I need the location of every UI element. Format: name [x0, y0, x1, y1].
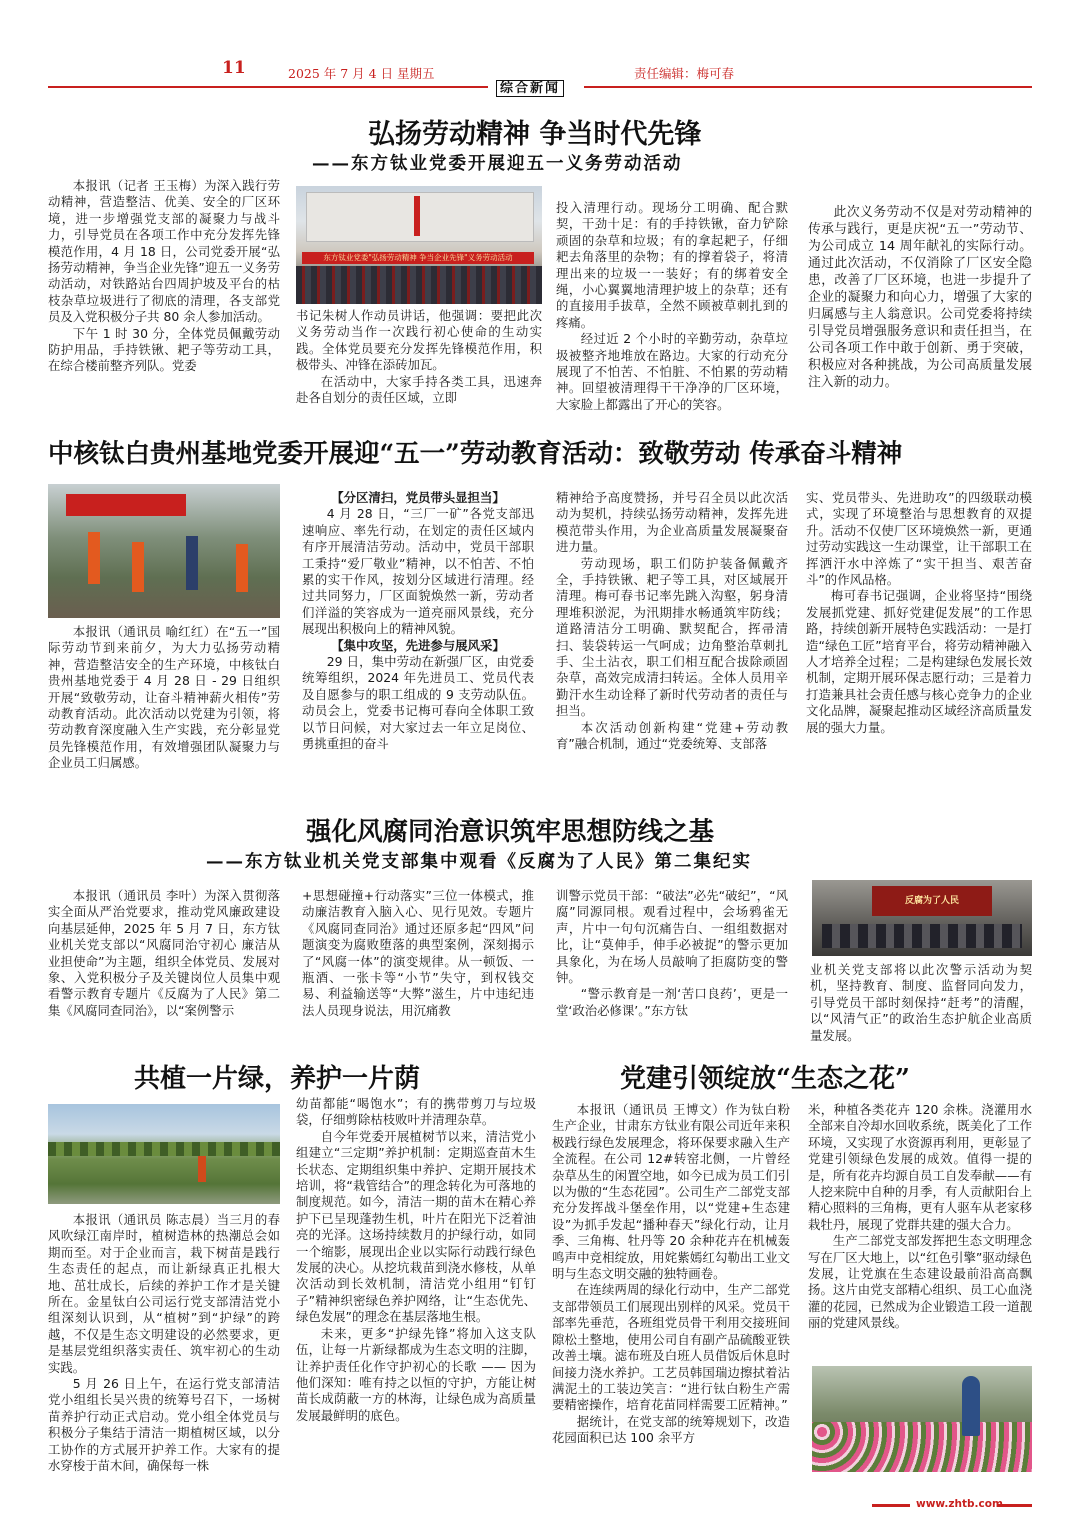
paragraph: 本报讯（通讯员 李叶）为深入贯彻落实全面从严治党要求，推动党风廉政建设向基层延伸，2025 年 5 月 7 日，东方钛业机关党支部以“风腐同治守初心 廉洁从业担使命”为主题，组织全体党员、发展对象、入党积极分子及关键岗位人员集中观看警示教育专题片《反腐为了人民》第二集《风腐同查同治》，以“案例警示 [48, 888, 280, 1018]
worker-4 [236, 544, 248, 592]
article5-title: 党建引领绽放“生态之花” [620, 1064, 910, 1094]
subheading: 【分区清扫，党员带头显担当】 [331, 490, 505, 505]
article5-col1 [552, 1102, 790, 1474]
section-title: 综合新闻 [496, 80, 564, 97]
paragraph: 投入清理行动。现场分工明确、配合默契，干劲十足：有的手持铁锹，奋力铲除顽固的杂草和垃圾；有的拿起耙子，仔细耙去角落里的杂物；有的撑着袋子，将清理出来的垃圾一一装好；有的绑着安全绳，小心翼翼地清理护坡上的杂草；还有的直接用手拔草，全然不顾被草刺扎到的疼痛。 [556, 200, 788, 330]
worker [198, 1156, 206, 1182]
paragraph: 梅可春书记强调，企业将坚持“围绕发展抓党建、抓好党建促发展”的工作思路，持续创新开展特色实践活动：一是打造“绿色工匠”培育平台，将劳动精神融入人才培养全过程；二是构建绿色发展长效机制，定期开展环保志愿行动；三是着力打造兼具社会责任感与核心竞争力的企业文化品牌，凝聚起推动区域经济高质量发展的强大力量。 [806, 588, 1032, 735]
paragraph: 本报讯（记者 王玉梅）为深入践行劳动精神，营造整洁、优美、安全的厂区环境，进一步增强党支部的凝聚力与战斗力，引导党员在各项工作中充分发挥先锋模范作用，4 月 18 日，公司党委开展“弘扬劳动精神，争当企业先锋”迎五一义务劳动活动，对铁路站台四周护坡及平台的枯枝杂草垃圾进行了彻底的清理，各支部党员及入党积极分子共 80 余人参加活动。 [48, 178, 280, 325]
article1-col4 [808, 204, 1032, 418]
article1-col2 [296, 308, 542, 418]
paragraph: 劳动现场，职工们防护装备佩戴齐全，手持铁锹、耙子等工具，对区域展开清理。梅可春书记率先跳入沟壑，躬身清理堆积淤泥，为汛期排水畅通筑牢防线；道路清洁分工明确、默契配合，挥帚清扫、装袋转运一气呵成；边角整治草刺扎手、尘土沾衣，职工们相互配合拔除顽固杂草，高效完成清扫转运。全体人员用辛勤汗水生动诠释了新时代劳动者的责任与担当。 [556, 555, 788, 719]
article4-photo [48, 1104, 280, 1204]
banner: 东方钛业党委"弘扬劳动精神 争当企业先锋"义务劳动活动 [302, 252, 534, 264]
article1-photo [296, 186, 542, 304]
paragraph: 实、党员带头、先进助攻”的四级联动模式，实现了环境整治与思想教育的双提升。活动不仅使厂区环境焕然一新，更通过劳动实践这一生动课堂，让干部职工在挥洒汗水中淬炼了“实干担当、艰苦奋斗”的作风品格。 [806, 490, 1032, 588]
editor-credit: 责任编辑：梅可春 [634, 66, 735, 81]
video-screen: 反腐为了人民 [872, 886, 992, 916]
red-banner [66, 494, 186, 516]
paragraph: 幼苗都能“喝饱水”；有的携带剪刀与垃圾袋，仔细剪除枯枝败叶并清理杂草。 [296, 1096, 536, 1128]
article2-col2 [302, 490, 534, 802]
worker-1 [88, 532, 100, 584]
paragraph: 本报讯（通讯员 陈志晨）当三月的春风吹绿江南岸时，植树造林的热潮总会如期而至。对于企业而言，栽下树苗是践行生态责任的起点，而让新绿真正扎根大地、茁壮成长，后续的养护工作才是关键所在。金星钛白公司运行党支部清洁党小组深刻认识到，从“植树”到“护绿”的跨越，不仅是生态文明建设的必然要求，更是基层党组织落实责任、筑牢初心的生动实践。 [48, 1212, 280, 1375]
paragraph: 本报讯（通讯员 喻红红）在“五一”国际劳动节到来前夕，为大力弘扬劳动精神，营造整洁安全的生产环境，中核钛白贵州基地党委于 4 月 28 日 - 29 日组织开展“致敬劳动，让奋斗精神薪火相传”劳动教育活动。此次活动以党建为引领，将劳动教育深度融入生产实践，充分彰显党员先锋模范作用，有效增强团队凝聚力与企业员工归属感。 [48, 624, 280, 771]
footer-rule-left [872, 1504, 910, 1507]
flowers [812, 1422, 1032, 1472]
paragraph: 经过近 2 个小时的辛勤劳动，杂草垃圾被整齐地堆放在路边。大家的行动充分展现了不怕苦、不怕脏、不怕累的劳动精神。回望被清理得干干净净的厂区环境，大家脸上都露出了开心的笑容。 [556, 331, 788, 412]
page-number: 11 [222, 58, 246, 78]
article2-col3 [556, 490, 788, 802]
article1-title: 弘扬劳动精神 争当时代先锋 [368, 119, 702, 150]
worker [962, 1376, 980, 1436]
article3-col1 [48, 888, 280, 1052]
article4-title: 共植一片绿，养护一片荫 [134, 1064, 421, 1094]
footer-rule-right [998, 1504, 1032, 1507]
article1-col3 [556, 200, 788, 418]
header-rule-right [584, 86, 1032, 88]
paragraph: 此次义务劳动不仅是对劳动精神的传承与践行，更是庆祝“五一”劳动节、为公司成立 14 周年献礼的实际行动。通过此次活动，不仅消除了厂区安全隐患，改善了厂区环境，也进一步提升了企业的凝聚力和向心力，增强了大家的归属感与主人翁意识。公司党委将持续引导党员增强服务意识和责任担当，在公司各项工作中敢于创新、勇于突破，积极应对各种挑战，为公司高质量发展注入新的动力。 [808, 205, 1032, 390]
article4-col1 [48, 1212, 280, 1474]
paragraph: 4 月 28 日，“三厂一矿”各党支部迅速响应、率先行动，在划定的责任区域内有序开展清洁劳动。活动中，党员干部职工秉持“爱厂敬业”精神，以不怕苦、不怕累的实干作风，按划分区域进行清理。经过共同努力，厂区面貌焕然一新，劳动者们洋溢的笑容成为一道亮丽风景线，充分展现出积极向上的精神风貌。 [302, 506, 534, 637]
worker-2 [132, 542, 144, 592]
paragraph: 未来，更多“护绿先锋”将加入这支队伍，让每一片新绿都成为生态文明的注脚，让养护责任化作守护初心的长歌 —— 因为他们深知：唯有持之以恒的守护，方能让树苗长成荫蔽一方的林海，让绿色成为高质量发展最鲜明的底色。 [296, 1325, 536, 1423]
article3-col4 [810, 962, 1032, 1052]
article4-col2 [296, 1096, 536, 1474]
article3-subtitle: ——东方钛业机关党支部集中观看《反腐为了人民》第二集纪实 [206, 852, 752, 872]
crowd [296, 266, 542, 304]
paragraph: 训警示党员干部：“破法”必先“破纪”，“风腐”同源同根。观看过程中，会场鸦雀无声，片中一句句沉痛告白、一组组数据对比，让“莫伸手，伸手必被捉”的警示更加具象化，为在场人员敲响了拒腐防变的警钟。 [556, 888, 788, 986]
article1-col1 [48, 178, 280, 416]
article3-col2 [302, 888, 534, 1052]
paragraph: 在连续两周的绿化行动中，生产二部党支部带领员工们展现出别样的风采。党员干部率先垂范，各班组党员骨干利用交接班间隙松土整地，使用公司自有副产品硫酸亚铁改善土壤。滤布班及白班人员借饭后休息时间接力浇水养护。工艺员韩国瑞边擦拭着沾满泥土的工装边笑言：“进行钛白粉生产需要精密操作，培育花苗同样需要工匠精神。” [552, 1282, 790, 1413]
paragraph: 米，种植各类花卉 120 余株。浇灌用水全部来自冷却水回收系统，既美化了工作环境，又实现了水资源再利用，更彰显了党建引领绿色发展的成效。值得一提的是，所有花卉均源自员工自发奉献——有人挖来院中自种的月季，有人贡献阳台上精心照料的三角梅，更有人驱车从老家移栽牡丹，展现了党群共建的强大合力。 [808, 1102, 1032, 1232]
paragraph: 29 日，集中劳动在新强厂区，由党委统筹组织，2024 年先进员工、党员代表及自愿参与的职工组成的 9 支劳动队伍。动员会上，党委书记梅可春向全体职工致以节日问候，对大家过去一年立足岗位、勇挑重担的奋斗 [302, 654, 534, 752]
paragraph: “警示教育是一剂‘苦口良药’，更是一堂‘政治必修课’。”东方钛 [556, 986, 788, 1018]
paragraph: 本次活动创新构建“党建+劳动教育”融合机制，通过“党委统筹、支部落 [556, 719, 788, 752]
footer-url: www.zhtb.com [916, 1498, 1003, 1510]
worker-3 [186, 536, 198, 590]
article5-col2 [808, 1102, 1032, 1360]
paragraph: 据统计，在党支部的统筹规划下，改造花园面积已达 100 余平方 [552, 1413, 790, 1446]
article2-col1 [48, 624, 280, 802]
paragraph: +思想碰撞+行动落实”三位一体模式，推动廉洁教育入脑入心、见行见效。专题片《风腐同查同治》通过还原多起“四风”问题演变为腐败堕落的典型案例，深刻揭示了“风腐一体”的演变规律。从一顿饭、一瓶酒、一张卡等“小节”失守，到权钱交易、利益输送等“大弊”滋生，片中违纪违法人员现身说法，用沉痛教 [302, 888, 534, 1018]
subheading: 【集中攻坚，先进参与展风采】 [331, 637, 505, 653]
paragraph: 本报讯（通讯员 王博文）作为钛白粉生产企业，甘肃东方钛业有限公司近年来积极践行绿色发展理念，将环保要求融入生产全流程。在公司 12#转窑北侧，一片曾经杂草丛生的闲置空地，如今已成为员工们引以为傲的“生态花园”。公司生产二部党支部充分发挥战斗堡垒作用，以“党建+生态建设”为抓手发起“播种春天”绿化行动，让月季、三角梅、牡丹等 20 余种花卉在机械轰鸣声中竞相绽放，用姹紫嫣红勾勒出工业文明与生态文明交融的独特画卷。 [552, 1102, 790, 1282]
paragraph: 书记朱树人作动员讲话，他强调：要把此次义务劳动当作一次践行初心使命的生动实践。全体党员要充分发挥先锋模范作用，积极带头、冲锋在添砖加瓦。 [296, 308, 542, 373]
paragraph: 精神给予高度赞扬，并号召全员以此次活动为契机，持续弘扬劳动精神，发挥先进模范带头作用，为企业高质量发展凝聚奋进力量。 [556, 490, 788, 555]
article3-photo [812, 880, 1032, 956]
article3-col3 [556, 888, 788, 1052]
article5-photo [812, 1366, 1032, 1472]
article2-photo [48, 484, 280, 618]
building-shape [306, 192, 534, 242]
flag-shape [414, 196, 420, 236]
header-rule-left [48, 86, 488, 88]
audience-table [822, 924, 1022, 948]
tree-row [48, 1142, 280, 1156]
article3-title: 强化风腐同治意识筑牢思想防线之基 [306, 817, 715, 847]
issue-date: 2025 年 7 月 4 日 星期五 [288, 66, 435, 81]
paragraph: 业机关党支部将以此次警示活动为契机，坚持教育、制度、监督同向发力，引导党员干部时刻保持“赶考”的清醒，以“风清气正”的政治生态护航企业高质量发展。 [810, 962, 1032, 1043]
article2-col4 [806, 490, 1032, 802]
article1-subtitle: ——东方钛业党委开展迎五一义务劳动活动 [312, 154, 683, 174]
paragraph: 5 月 26 日上午，在运行党支部清洁党小组组长吴兴贵的统筹号召下，一场树苗养护行动正式启动。党小组全体党员与积极分子集结于清洁一期植树区域，以分工协作的方式展开护养工作。大家有的提水穿梭于苗木间，确保每一株 [48, 1376, 280, 1474]
paragraph: 在活动中，大家手持各类工具，迅速奔赴各自划分的责任区域，立即 [296, 373, 542, 406]
article2-title: 中核钛白贵州基地党委开展迎“五一”劳动教育活动：致敬劳动 传承奋斗精神 [48, 439, 903, 469]
paragraph: 生产二部党支部发挥把生态文明理念写在厂区大地上，以“红色引擎”驱动绿色发展，让党旗在生态建设最前沿高高飘扬。这片由党支部精心组织、员工心血浇灌的花园，已然成为企业锻造工段一道靓丽的党建风景线。 [808, 1233, 1032, 1331]
paragraph: 自今年党委开展植树节以来，清洁党小组建立“三定期”养护机制：定期巡查苗木生长状态、定期组织集中养护、定期开展技术培训，将“栽管结合”的理念转化为可落地的制度规范。如今，清洁一期的苗木在精心养护下已呈现蓬勃生机，叶片在阳光下泛着油亮的光泽。这场持续数月的护绿行动，如同一个缩影，展现出企业以实际行动践行绿色发展的决心。从挖坑栽苗到浇水修枝，从单次活动到长效机制，清洁党小组用“钉钉子”精神织密绿色养护网络，让“生态优先、绿色发展”的理念在基层落地生根。 [296, 1128, 536, 1325]
paragraph: 下午 1 时 30 分，全体党员佩戴劳动防护用品，手持铁锹、耙子等劳动工具，在综合楼前整齐列队。党委 [48, 325, 280, 374]
